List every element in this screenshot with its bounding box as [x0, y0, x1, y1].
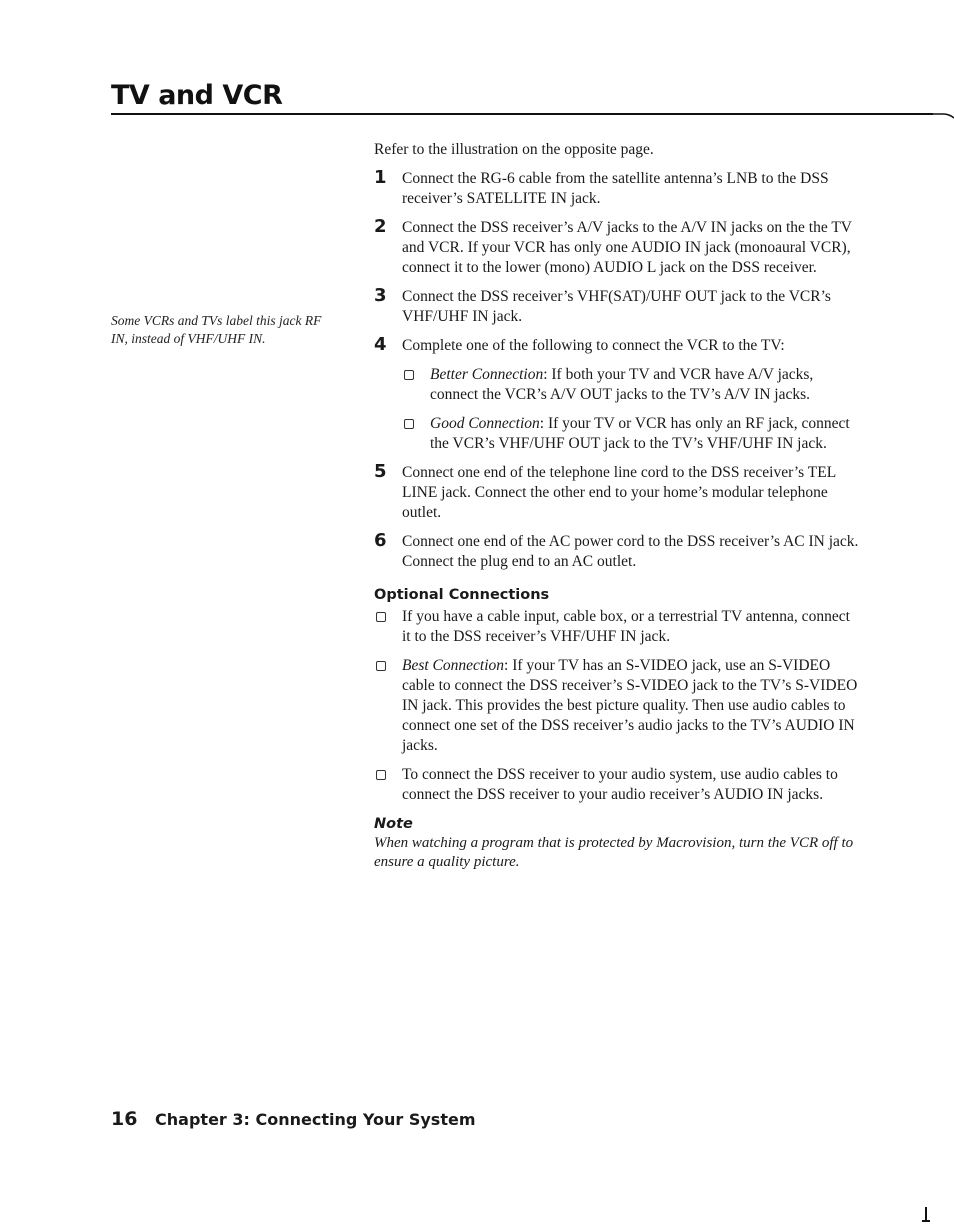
optional-item-svideo [374, 656, 860, 756]
step-number: 1 [374, 167, 387, 188]
checkbox-bullet-icon [404, 419, 414, 429]
checkbox-bullet-icon [376, 612, 386, 622]
optional-item-label: Best Connection [402, 657, 505, 674]
option-text: : If your TV or VCR has only an RF jack, connect the VCR’s VHF/UHF OUT jack to the TV’s VHF/UHF IN jack. [430, 415, 850, 452]
step-6 [374, 532, 860, 572]
note-heading: Note [374, 816, 413, 832]
optional-connections-heading: Optional Connections [374, 587, 550, 603]
optional-item-text: To connect the DSS receiver to your audio system, use audio cables to connect the DSS receiver to your audio receiver’s AUDIO IN jacks. [402, 766, 838, 803]
step-1 [374, 169, 860, 209]
note-text: When watching a program that is protected by Macrovision, turn the VCR off to ensure a quality picture. [374, 835, 854, 870]
step-4 [374, 336, 860, 356]
optional-item-audio [374, 765, 860, 805]
optional-item-text: : If your TV has an S-VIDEO jack, use an S-VIDEO cable to connect the DSS receiver’s S-VIDEO jack to the TV’s S-VIDEO IN jack. This provides the best picture quality. Then use audio cables to connect one set of the DSS receiver’s audio jacks to the TV’s AUDIO IN jacks. [402, 657, 858, 754]
title-rule [111, 113, 933, 115]
page-number: 16 [111, 1108, 138, 1130]
option-better-connection [402, 365, 860, 405]
page-title: TV and VCR [111, 80, 283, 111]
margin-note: Some VCRs and TVs label this jack RF IN, instead of VHF/UHF IN. [111, 313, 322, 346]
optional-item-text: If you have a cable input, cable box, or a terrestrial TV antenna, connect it to the DSS receiver’s VHF/UHF IN jack. [402, 608, 850, 645]
step-text: Connect the DSS receiver’s A/V jacks to the A/V IN jacks on the the TV and VCR. If your VCR has only one AUDIO IN jack (monoaural VCR), connect it to the lower (mono) AUDIO L jack on the DSS receiver. [402, 219, 852, 276]
page-footer [111, 1108, 475, 1130]
step-2 [374, 218, 860, 278]
step-number: 3 [374, 285, 387, 306]
option-good-connection [402, 414, 860, 454]
step-3 [374, 287, 860, 327]
corner-mark-icon [921, 1205, 931, 1223]
option-label: Better Connection [430, 366, 544, 383]
step-text: Complete one of the following to connect the VCR to the TV: [402, 337, 785, 354]
optional-item-cable [374, 607, 860, 647]
title-rule-tail [930, 113, 954, 119]
checkbox-bullet-icon [376, 770, 386, 780]
checkbox-bullet-icon [376, 661, 386, 671]
step-text: Connect one end of the telephone line cord to the DSS receiver’s TEL LINE jack. Connect the other end to your home’s modular telephone outlet. [402, 464, 836, 521]
step-number: 4 [374, 334, 387, 355]
option-label: Good Connection [430, 415, 540, 432]
main-content [374, 140, 860, 872]
step-text: Connect the DSS receiver’s VHF(SAT)/UHF OUT jack to the VCR’s VHF/UHF IN jack. [402, 288, 831, 325]
chapter-title: Chapter 3: Connecting Your System [155, 1110, 476, 1129]
option-text: : If both your TV and VCR have A/V jacks, connect the VCR’s A/V OUT jacks to the TV’s A/V IN jacks. [430, 366, 814, 403]
step-number: 5 [374, 461, 387, 482]
step-text: Connect one end of the AC power cord to the DSS receiver’s AC IN jack. Connect the plug end to an AC outlet. [402, 533, 859, 570]
step-number: 6 [374, 530, 387, 551]
step-text: Connect the RG-6 cable from the satellite antenna’s LNB to the DSS receiver’s SATELLITE IN jack. [402, 170, 829, 207]
intro-text: Refer to the illustration on the opposite page. [374, 141, 654, 158]
step-5 [374, 463, 860, 523]
checkbox-bullet-icon [404, 370, 414, 380]
step-number: 2 [374, 216, 387, 237]
